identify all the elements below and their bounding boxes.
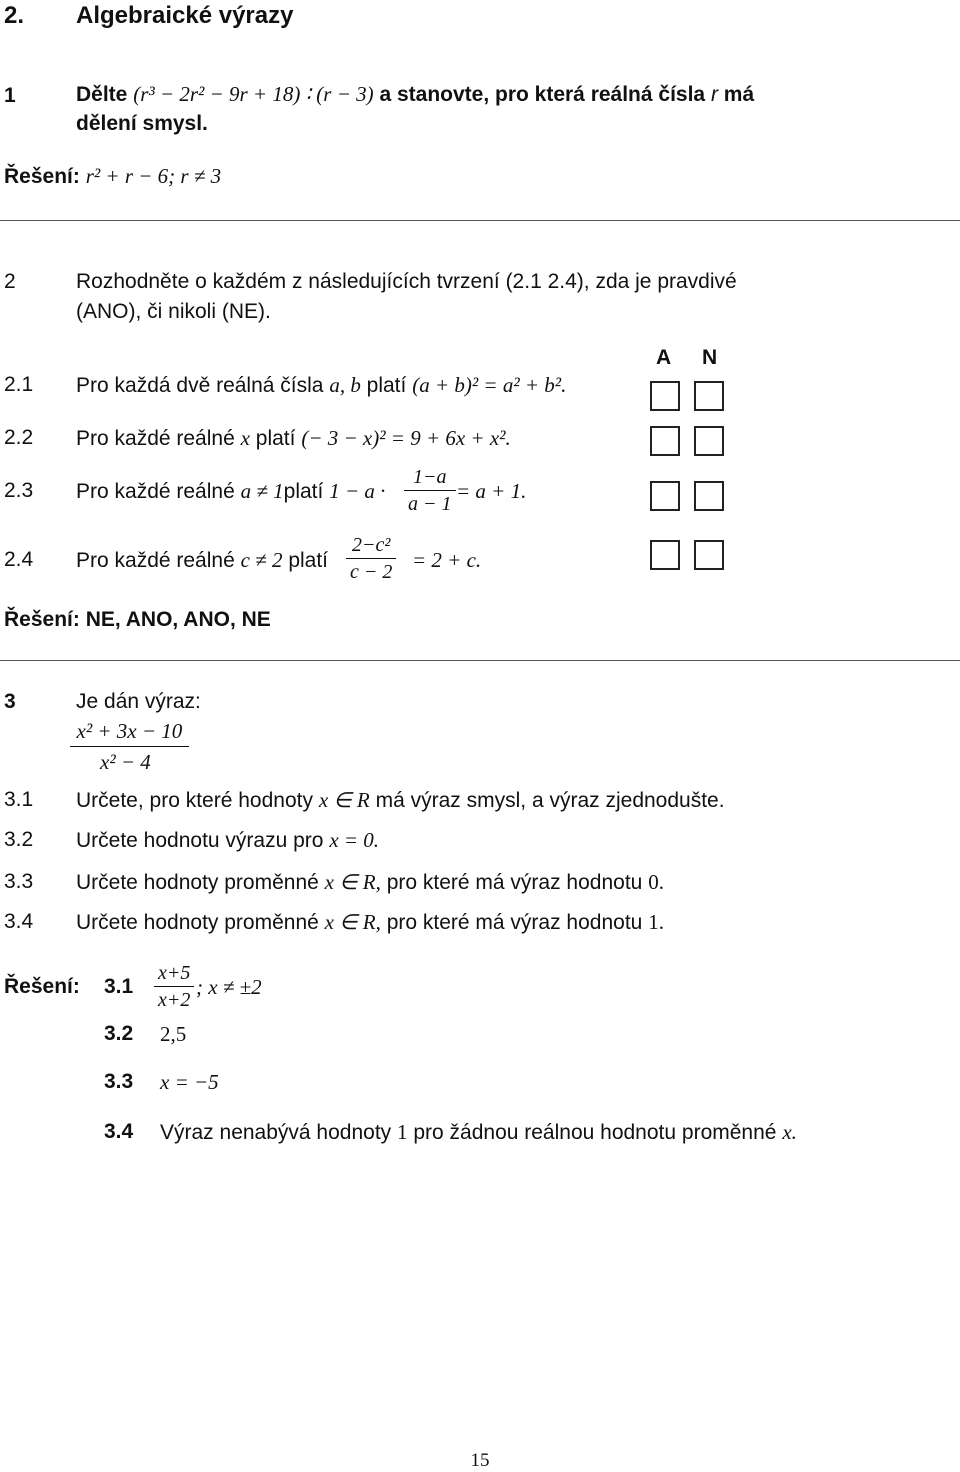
solution-number: 3.3 (104, 1070, 134, 1093)
task1-text-c: dělení smysl. (76, 112, 208, 135)
solution-number: 3.1 (104, 975, 134, 998)
subtask-text: Určete hodnoty proměnné (76, 871, 319, 894)
solution-label: Řešení: (4, 975, 80, 998)
statement-number: 2.3 (4, 479, 34, 502)
answer-header-a: A (656, 346, 672, 369)
statement-expr: x (240, 426, 250, 450)
task1-text-a: a stanovte, pro která reálná čísla (379, 83, 706, 106)
statement-text: Pro každá dvě reálná čísla (76, 374, 324, 397)
task2-line1: Rozhodněte o každém z následujících tvrzení (2.1 2.4), zda je pravdivé (76, 270, 737, 293)
statement-expr: c ≠ 2 (240, 548, 283, 572)
solution-text: Výraz nenabývá hodnoty (160, 1121, 392, 1144)
section-number: 2. (4, 2, 25, 29)
statement-number: 2.4 (4, 548, 34, 571)
statement-formula: (a + b)² = a² + b². (412, 373, 567, 397)
fraction-numerator: x+5 (158, 962, 191, 984)
statement-text: Pro každé reálné (76, 480, 235, 503)
subtask-number: 3.3 (4, 870, 34, 893)
fraction-denominator: x+2 (154, 986, 194, 1013)
subtask-math: x ∈ R (318, 788, 370, 812)
divider (0, 220, 960, 221)
statement-text2: platí (366, 374, 407, 397)
solution-math2: x. (782, 1120, 797, 1144)
solution-value: 2,5 (160, 1022, 187, 1046)
subtask-number: 3.1 (4, 788, 34, 811)
fraction-denominator: x² − 4 (70, 746, 189, 777)
task1-solution-value: r² + r − 6; r ≠ 3 (85, 164, 222, 188)
subtask-3-3 (76, 870, 664, 895)
task1-number: 1 (4, 84, 16, 107)
subtask-3-4 (76, 910, 664, 935)
subtask-text2: pro které má výraz hodnotu (386, 911, 643, 934)
statement-text2: platí (255, 427, 296, 450)
solution-value: x = −5 (160, 1070, 219, 1094)
subtask-math: x = 0. (329, 828, 380, 852)
fraction-numerator: 1−a (413, 466, 447, 488)
page-number: 15 (470, 1450, 490, 1471)
subtask-text: Určete hodnotu výrazu pro (76, 829, 324, 852)
task3-fraction (70, 716, 189, 777)
checkbox-2-2-ano[interactable] (650, 426, 680, 456)
statement-expr: a ≠ 1 (240, 479, 284, 503)
task1-var: r (710, 83, 718, 106)
subtask-math: x ∈ R, (324, 910, 381, 934)
fraction-2-4 (346, 532, 396, 585)
checkbox-2-2-ne[interactable] (694, 426, 724, 456)
statement-formula: 1 − a · (329, 479, 386, 503)
statement-2-4 (76, 548, 328, 573)
task2-line2: (ANO), či nikoli (NE). (76, 300, 271, 323)
fraction-denominator: a − 1 (404, 490, 456, 517)
task1-statement (76, 82, 754, 107)
statement-number: 2.1 (4, 373, 34, 396)
subtask-number: 3.2 (4, 828, 34, 851)
solution-fraction (154, 960, 194, 1013)
task1-solution (4, 164, 221, 189)
checkbox-2-3-ano[interactable] (650, 481, 680, 511)
task3-intro: Je dán výraz: (76, 690, 201, 713)
solution-number: 3.4 (104, 1120, 134, 1143)
subtask-text2: pro které má výraz hodnotu (386, 871, 643, 894)
subtask-math2: 1. (648, 910, 664, 934)
subtask-text2: má výraz smysl, a výraz zjednodušte. (375, 789, 725, 812)
fraction-denominator: c − 2 (346, 558, 396, 585)
solution-3-4 (160, 1120, 797, 1145)
checkbox-2-4-ano[interactable] (650, 540, 680, 570)
statement-text2: platí (288, 549, 329, 572)
subtask-3-1 (76, 788, 725, 813)
solution-text2: pro žádnou reálnou hodnotu proměnné (413, 1121, 777, 1144)
subtask-math2: 0. (648, 870, 664, 894)
statement-2-2 (76, 426, 511, 451)
statement-text: Pro každé reálné (76, 427, 235, 450)
task1-expression: (r³ − 2r² − 9r + 18) ∶ (r − 3) (133, 82, 374, 106)
statement-text: Pro každé reálné (76, 549, 235, 572)
task2-solution: Řešení: NE, ANO, ANO, NE (4, 608, 271, 631)
task2-number: 2 (4, 270, 16, 293)
statement-2-1 (76, 373, 566, 398)
checkbox-2-4-ne[interactable] (694, 540, 724, 570)
fraction-numerator: 2−c² (352, 534, 391, 556)
subtask-text: Určete hodnoty proměnné (76, 911, 319, 934)
statement-formula: (− 3 − x)² = 9 + 6x + x². (301, 426, 511, 450)
solution-label: Řešení: (4, 165, 80, 188)
divider (0, 660, 960, 661)
subtask-text: Určete, pro které hodnoty (76, 789, 313, 812)
section-title: Algebraické výrazy (76, 2, 294, 29)
subtask-3-2 (76, 828, 379, 853)
task1-verb: Dělte (76, 83, 128, 106)
checkbox-2-1-ne[interactable] (694, 381, 724, 411)
fraction-numerator: x² + 3x − 10 (76, 719, 183, 743)
statement-number: 2.2 (4, 426, 34, 449)
subtask-number: 3.4 (4, 910, 34, 933)
fraction-2-3 (404, 464, 456, 517)
checkbox-2-1-ano[interactable] (650, 381, 680, 411)
statement-2-3 (76, 479, 385, 504)
statement-rhs: = 2 + c. (412, 548, 482, 572)
statement-rhs: = a + 1. (456, 479, 527, 503)
answer-header-n: N (702, 346, 718, 369)
task1-text-b: má (723, 83, 755, 106)
checkbox-2-3-ne[interactable] (694, 481, 724, 511)
statement-expr: a, b (329, 373, 361, 397)
task3-number: 3 (4, 690, 16, 713)
solution-number: 3.2 (104, 1022, 134, 1045)
statement-text2: platí (283, 480, 324, 503)
solution-condition: ; x ≠ ±2 (196, 975, 262, 999)
solution-math: 1 (397, 1120, 408, 1144)
subtask-math: x ∈ R, (324, 870, 381, 894)
